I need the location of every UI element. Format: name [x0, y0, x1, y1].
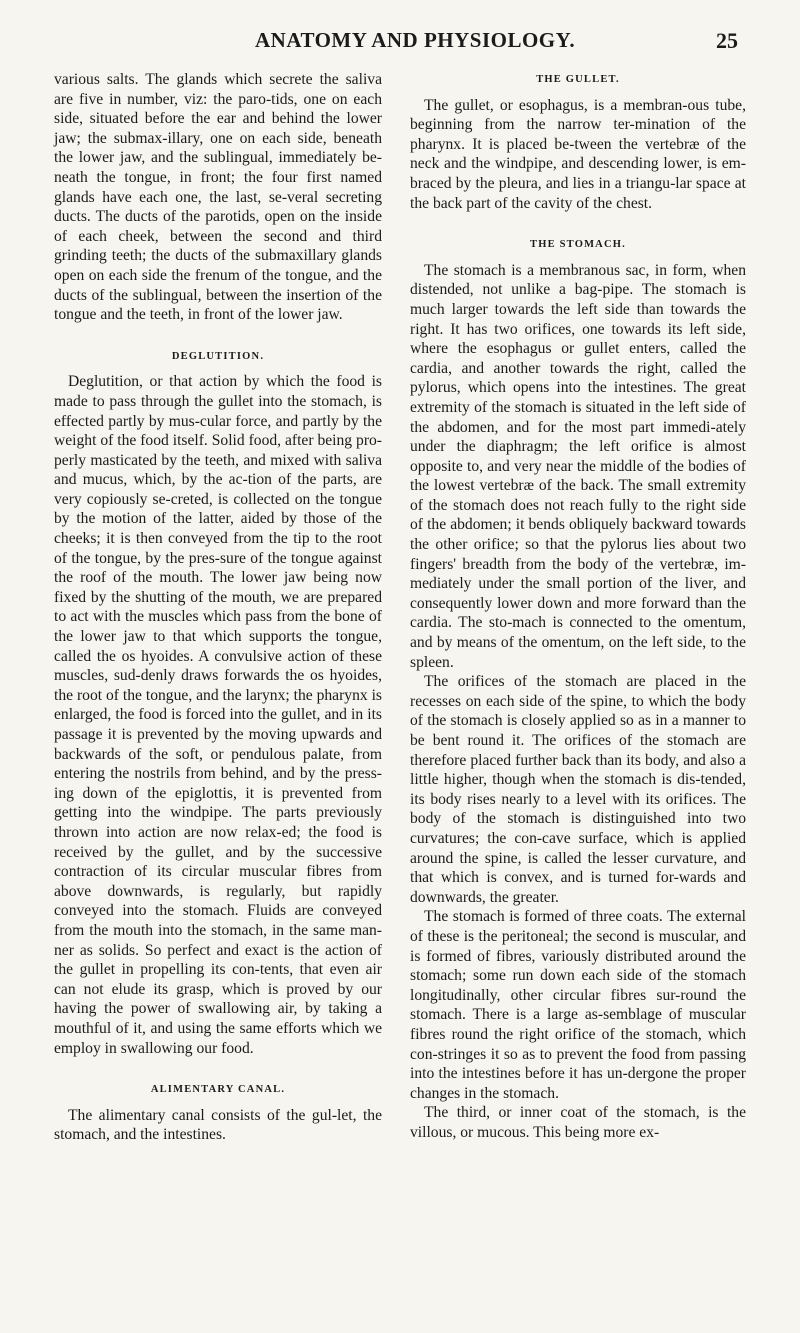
paragraph-deglutition: Deglutition, or that action by which the food is made to pass through the gullet into the stomach, is effected partly by mus-cular force, and partly by the weight of the food itself. Solid food, after being pro-perly masticated by the teeth, and mixed with saliva and mucus, which, by the ac-tion of the parts, are very copiously se-creted, is collected on the tongue by the motion of the latter, aided by those of the cheeks; it is then conveyed from the tip to the root of the tongue, by the pres-sure of the tongue against the roof of the mouth. The lower jaw being now fixed by the shutting of the mouth, we are prepared to act with the muscles which pass from the bone of the lower jaw to that which supports the tongue, called the os hyoides. A convulsive action of these muscles, sud-denly draws forwards the os hyoides, the root of the tongue, and the larynx; the pharynx is enlarged, the food is forced into the gullet, and in its passage it is prevented by the moving upwards and backwards of the soft, or pendulous palate, from entering the nostrils from behind, and by the press-ing down of the epiglottis, it is prevented from getting into the windpipe. The parts previously thrown into action are now relax-ed; the food is received by the gullet, and by the successive contraction of its circular muscular fibres from above downwards, is regularly, but rapidly conveyed into the stomach. Fluids are conveyed from the mouth into the stomach, in the same man-ner as solids. So perfect and exact is the action of the gullet in propelling its con-tents, that even air can not elude its grasp, which is proved by our having the power of swallowing air, by taking a mouthful of it, and using the same efforts which we employ in swallowing our food.: [54, 373, 382, 1057]
left-column: [54, 70, 382, 1145]
heading-stomach: THE STOMACH.: [530, 239, 626, 251]
heading-alimentary-canal: ALIMENTARY CANAL.: [150, 1084, 286, 1096]
right-column: [410, 70, 746, 1142]
paragraph-stomach-orifices: The orifices of the stomach are placed in the recesses on each side of the spine, to which the body of the stomach is closely applied so as in a manner to be bent round it. The orifices of the stomach are therefore placed further back than its body, and also a little higher, though when the stomach is dis-tended, its body rises nearly to a level with its orifices. The body of the stomach is distinguished into two curvatures; the con-cave surface, which is applied around the spine, is called the lesser curvature, and that which is convex, and is turned for-wards and downwards, the greater.: [410, 673, 746, 906]
running-head: [0, 28, 800, 58]
paragraph-stomach-form: The stomach is a membranous sac, in form, when distended, not unlike a bag-pipe. The stomach is much larger towards the left side than towards the right. It has two orifices, one towards its left side, where the esophagus or gullet enters, called the cardia, and another towards the right, called the pylorus, which opens into the intestines. The great extremity of the stomach is situated in the left side of the abdomen, and for the most part immedi-ately under the diaphragm; the left orifice is almost opposite to, and very near the middle of the bodies of the lowest vertebræ of the back. The small extremity of the stomach does not reach fully to the right side of the abdomen; it bends obliquely backward towards the other orifice; so that the pylorus lies about two fingers' breadth from the body of the vertebræ, im-mediately under the small portion of the liver, and consequently lower down and more forward than the cardia. The sto-mach is connected to the omentum, and by means of the omentum, on the left side, to the spleen.: [410, 261, 746, 671]
paragraph-salivary-glands: various salts. The glands which secrete the saliva are five in number, viz: the paro-tids, one on each side, situated before the ear and behind the lower jaw; the submax-illary, one on each side, beneath the lower jaw, and the sublingual, immediately be-neath the tongue, in front; the four first named glands have each one, the last, se-veral secreting ducts. The ducts of the parotids, open on the inside of each cheek, between the second and third grinding teeth; the ducts of the submaxillary glands open on each side the frenum of the tongue, and the ducts of the sublingual, between the insertion of the tongue and the teeth, in front of the lower jaw.: [54, 71, 382, 324]
paragraph-alimentary-canal: The alimentary canal consists of the gul-let, the stomach, and the intestines.: [54, 1106, 382, 1144]
page-number: 25: [716, 28, 738, 53]
paragraph-gullet: The gullet, or esophagus, is a membran-ous tube, beginning from the narrow ter-mination of the pharynx. It is placed be-tween the vertebræ of the neck and the windpipe, and descending lower, is em-braced by the pleura, and lies in a triangu-lar space at the back part of the cavity of the chest.: [410, 96, 746, 212]
paragraph-stomach-coats: The stomach is formed of three coats. The external of these is the peritoneal; the second is muscular, and is formed of fibres, variously distributed around the stomach; some run down each side of the stomach longitudinally, other circular fibres sur-round the stomach. There is a large as-semblage of muscular fibres round the right orifice of the stomach, which con-stringes it so as to prevent the food from passing into the intestines before it has un-dergone the proper changes in the stomach.: [410, 908, 746, 1102]
running-title: ANATOMY AND PHYSIOLOGY.: [255, 28, 576, 52]
paragraph-stomach-inner-coat: The third, or inner coat of the stomach, is the villous, or mucous. This being more ex-: [410, 1104, 746, 1141]
heading-gullet: THE GULLET.: [536, 74, 620, 85]
heading-deglutition: DEGLUTITION.: [171, 350, 265, 362]
